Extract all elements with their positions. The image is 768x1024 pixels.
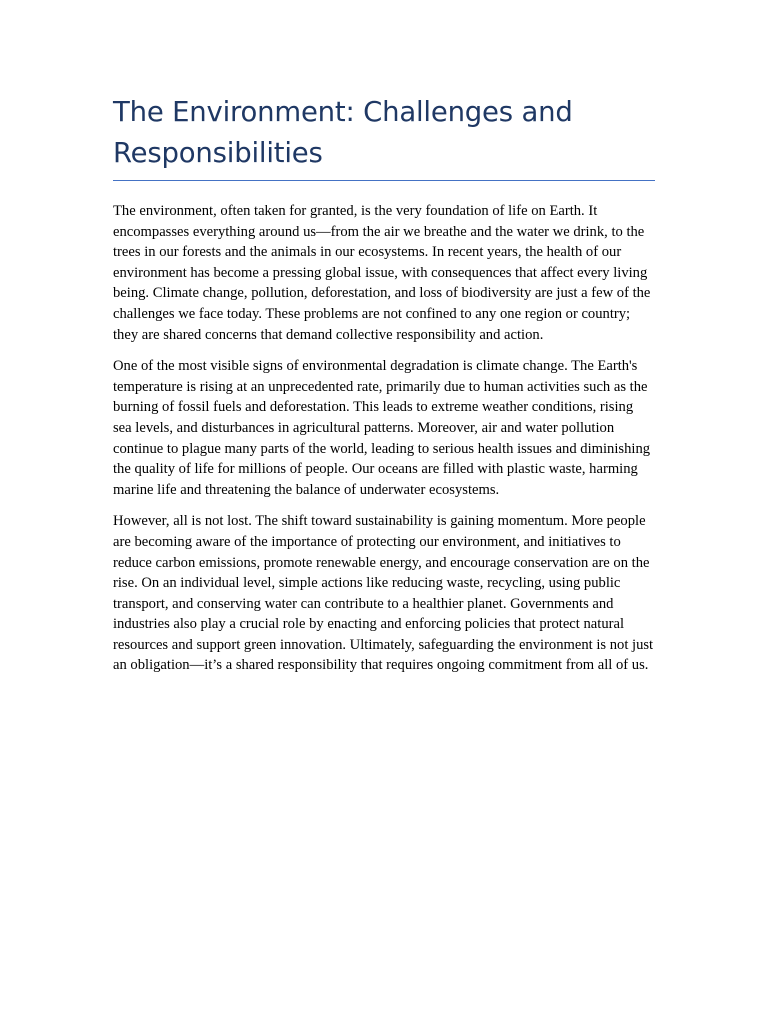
paragraph-2: One of the most visible signs of environmental degradation is climate change. The Earth's temperature is rising at an unprecedented rate, primarily due to human activities such as the burning of fossil fuels and deforestation. This leads to extreme weather conditions, rising sea levels, and disturbances in agricultural patterns. Moreover, air and water pollution continue to plague many parts of the world, leading to serious health issues and diminishing the quality of life for millions of people. Our oceans are filled with plastic waste, harming marine life and threatening the balance of underwater ecosystems. bbox=[113, 358, 651, 498]
paragraph-1: The environment, often taken for granted, is the very foundation of life on Earth. It encompasses everything around us—from the air we breathe and the water we drink, to the trees in our forests and the animals in our ecosystems. In recent years, the health of our environment has become a pressing global issue, with consequences that affect every living being. Climate change, pollution, deforestation, and loss of biodiversity are just a few of the challenges we face today. These problems are not confined to any one region or country; they are shared concerns that demand collective responsibility and action. bbox=[113, 203, 651, 343]
document-body bbox=[113, 92, 655, 676]
paragraph-3: However, all is not lost. The shift toward sustainability is gaining momentum. More people are becoming aware of the importance of protecting our environment, and initiatives to reduce carbon emissions, promote renewable energy, and encourage conservation are on the rise. On an individual level, simple actions like reducing waste, recycling, using public transport, and conserving water can contribute to a healthier planet. Governments and industries also play a crucial role by enacting and enforcing policies that protect natural resources and support green innovation. Ultimately, safeguarding the environment is not just an obligation—it’s a shared responsibility that requires ongoing commitment from all of us. bbox=[113, 513, 654, 674]
document-title: The Environment: Challenges and Responsibilities bbox=[113, 92, 655, 181]
